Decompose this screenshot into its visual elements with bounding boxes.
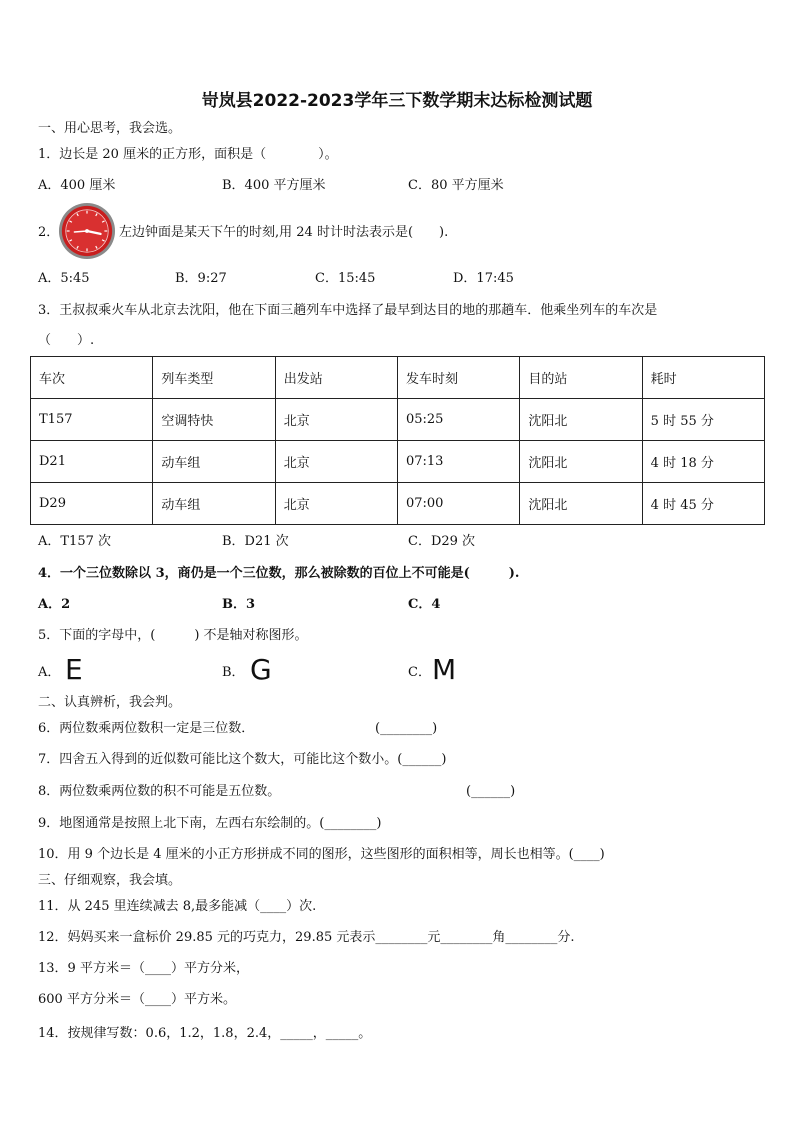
q3-option-c[interactable]: C．D29 次 (408, 534, 476, 549)
question-13-part-2: 600 平方分米＝（____）平方米。 (38, 992, 236, 1007)
question-4: 4．一个三位数除以 3，商仍是一个三位数，那么被除数的百位上不可能是( ). (38, 566, 520, 581)
table-cell: 5 时 55 分 (642, 399, 764, 441)
question-3: 3．王叔叔乘火车从北京去沈阳，他在下面三趟列车中选择了最早到达目的地的那趟车．他乘坐列车的车次是 (38, 303, 658, 318)
train-table (30, 356, 765, 525)
table-cell: 4 时 45 分 (642, 483, 764, 525)
question-10: 10．用 9 个边长是 4 厘米的小正方形拼成不同的图形，这些图形的面积相等，周长也相等。(____) (38, 847, 605, 862)
table-cell: D29 (31, 483, 153, 525)
table-row (31, 483, 765, 525)
clock-icon (58, 202, 116, 260)
question-5: 5．下面的字母中，( ) 不是轴对称图形。 (38, 628, 308, 643)
question-6: 6．两位数乘两位数积一定是三位数． (38, 721, 255, 736)
q5-option-b[interactable]: B． (222, 665, 245, 680)
section-3-heading: 三、仔细观察，我会填。 (38, 873, 182, 888)
q4-option-c[interactable]: C．4 (408, 597, 441, 612)
table-cell: 北京 (275, 399, 397, 441)
question-13: 13．9 平方米＝（____）平方分米， (38, 961, 249, 976)
question-8: 8．两位数乘两位数的积不可能是五位数。 (38, 784, 281, 799)
table-cell: 动车组 (153, 441, 275, 483)
q5-letter-e: E (65, 653, 83, 686)
q2-option-d[interactable]: D．17:45 (453, 271, 514, 286)
question-1: 1．边长是 20 厘米的正方形，面积是（ ）。 (38, 147, 338, 162)
table-cell: 07:13 (397, 441, 519, 483)
table-cell: D21 (31, 441, 153, 483)
header-cell: 耗时 (642, 357, 764, 399)
header-cell: 目的站 (520, 357, 642, 399)
q2-option-b[interactable]: B．9:27 (175, 271, 227, 286)
page-title: 岢岚县2022-2023学年三下数学期末达标检测试题 (201, 91, 593, 111)
q5-option-c[interactable]: C． (408, 665, 431, 680)
section-1-heading: 一、用心思考，我会选。 (38, 121, 182, 136)
question-12: 12．妈妈买来一盒标价 29.85 元的巧克力，29.85 元表示________元________角________分. (38, 930, 575, 945)
header-cell: 出发站 (275, 357, 397, 399)
header-cell: 发车时刻 (397, 357, 519, 399)
header-cell: 列车类型 (153, 357, 275, 399)
table-cell: 北京 (275, 483, 397, 525)
table-header-row (31, 357, 765, 399)
header-cell: 车次 (31, 357, 153, 399)
question-9: 9．地图通常是按照上北下南，左西右东绘制的。(________) (38, 816, 382, 831)
question-3-blank: （ ）. (38, 333, 95, 348)
q5-letter-m: M (432, 653, 457, 686)
table-cell: 沈阳北 (520, 399, 642, 441)
question-14: 14．按规律写数：0.6，1.2，1.8，2.4，_____，_____。 (38, 1026, 372, 1041)
table-cell: 沈阳北 (520, 441, 642, 483)
q3-option-b[interactable]: B．D21 次 (222, 534, 289, 549)
table-cell: 05:25 (397, 399, 519, 441)
table-cell: T157 (31, 399, 153, 441)
q4-option-b[interactable]: B．3 (222, 597, 256, 612)
table-cell: 4 时 18 分 (642, 441, 764, 483)
table-row (31, 399, 765, 441)
table-cell: 07:00 (397, 483, 519, 525)
q8-answer-blank[interactable]: (______) (466, 784, 516, 799)
q5-option-a[interactable]: A． (38, 665, 61, 680)
question-2-number: 2． (38, 225, 60, 240)
q2-option-c[interactable]: C．15:45 (315, 271, 376, 286)
q3-option-a[interactable]: A．T157 次 (38, 534, 112, 549)
table-cell: 空调特快 (153, 399, 275, 441)
question-11: 11．从 245 里连续减去 8,最多能减（____）次. (38, 899, 317, 914)
q1-option-b[interactable]: B．400 平方厘米 (222, 178, 326, 193)
table-cell: 沈阳北 (520, 483, 642, 525)
question-7: 7．四舍五入得到的近似数可能比这个数大，可能比这个数小。(______) (38, 752, 447, 767)
q4-option-a[interactable]: A．2 (38, 597, 71, 612)
q1-option-c[interactable]: C．80 平方厘米 (408, 178, 504, 193)
q5-letter-g: G (250, 653, 272, 686)
q1-option-a[interactable]: A．400 厘米 (38, 178, 116, 193)
section-2-heading: 二、认真辨析，我会判。 (38, 695, 182, 710)
question-2: 左边钟面是某天下午的时刻,用 24 时计时法表示是( ). (119, 225, 449, 240)
table-cell: 北京 (275, 441, 397, 483)
table-row (31, 441, 765, 483)
q6-answer-blank[interactable]: (________) (375, 721, 438, 736)
q2-option-a[interactable]: A．5:45 (38, 271, 90, 286)
table-cell: 动车组 (153, 483, 275, 525)
